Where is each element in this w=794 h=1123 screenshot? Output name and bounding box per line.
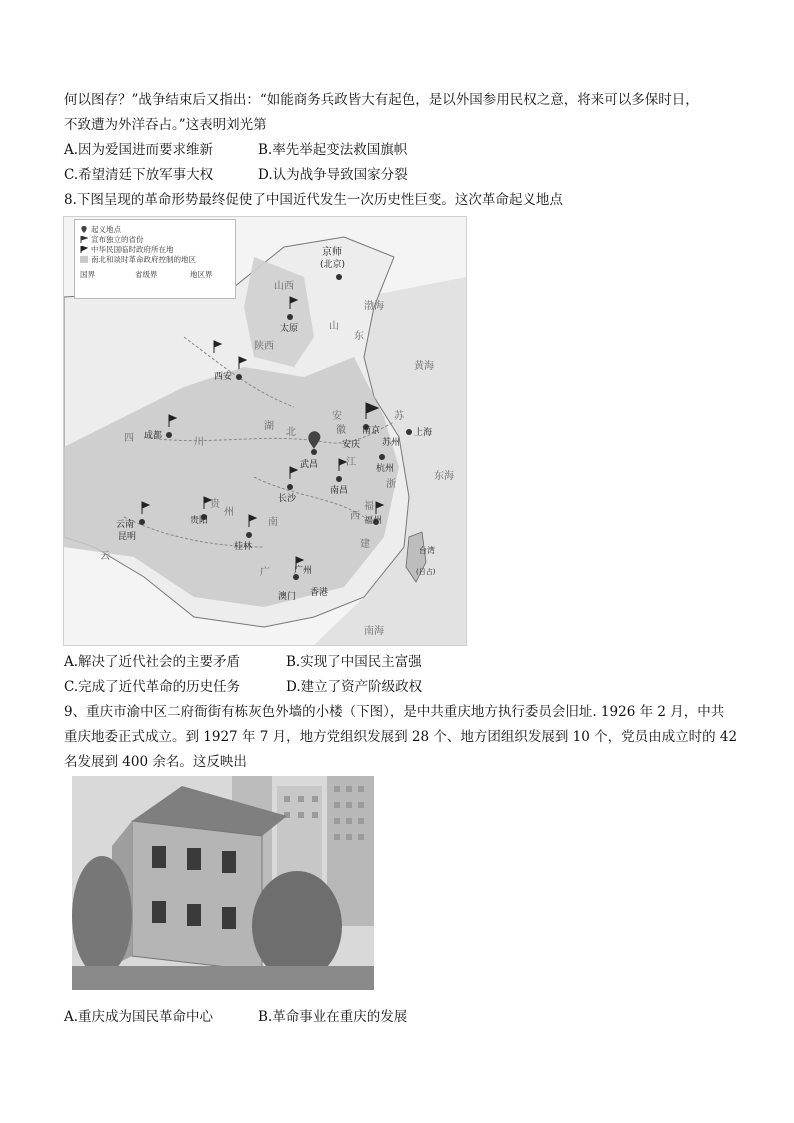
city-marker-shanghai [406, 429, 412, 435]
region-jian: 建 [360, 539, 370, 550]
flag-legend-icon [80, 236, 88, 243]
region-yun: 云 [100, 551, 110, 562]
legend-item-province-border: 省级界 [135, 270, 158, 279]
uprising-point-legend-icon [80, 226, 88, 233]
region-hu: 湖 [264, 421, 274, 432]
region-huanghai: 黄海 [414, 361, 434, 372]
label-xianggang: 香港 [310, 588, 329, 598]
region-fu: 福 [364, 501, 374, 512]
ground [72, 966, 374, 990]
label-guilin: 桂林 [234, 542, 253, 552]
tree-right [252, 871, 342, 981]
controlled-area-legend-swatch [80, 256, 88, 263]
label-chengdu: 成都 [144, 431, 163, 441]
label-guiyang: 贵阳 [190, 516, 209, 526]
region-nan: 南 [268, 517, 278, 528]
region-bei: 北 [286, 427, 296, 438]
label-jingshi: 京师 [322, 247, 342, 258]
q8-option-d[interactable]: D.建立了资产阶级政权 [286, 679, 423, 695]
q7-option-b[interactable]: B.率先举起变法救国旗帜 [258, 142, 408, 158]
label-xian: 西安 [214, 372, 233, 382]
legend-item-provisional-government: 中华民国临时政府所在地 [91, 245, 174, 254]
label-yunnan: 云南 [116, 520, 135, 530]
region-nanhai: 南海 [364, 626, 384, 637]
building-photo-drawing [72, 776, 374, 990]
q8-option-a[interactable]: A.解决了近代社会的主要矛盾 [64, 654, 241, 670]
region-zhou: 州 [224, 507, 234, 518]
region-shanxi: 山西 [274, 281, 294, 292]
label-kunming: 昆明 [118, 532, 137, 542]
label-anqing: 安庆 [342, 440, 361, 450]
region-shan: 山 [329, 321, 339, 332]
label-guangzhou: 广州 [294, 566, 313, 576]
region-an: 安 [332, 411, 342, 422]
label-nanchang: 南昌 [330, 486, 349, 496]
q8-stem: 8.下图呈现的革命形势最终促使了中国近代发生一次历史性巨变。这次革命起义地点 [64, 192, 563, 208]
region-zhe: 浙 [386, 479, 396, 490]
region-guang: 广 [260, 567, 270, 578]
legend-item-controlled-area: 南北和谈时革命政府控制的地区 [91, 255, 196, 264]
q7-option-d[interactable]: D.认为战争导致国家分裂 [258, 167, 408, 183]
q7-stem-line-1: 何以图存？”战争结束后又指出：“如能商务兵政皆大有起色，是以外国参用民权之意，将来可以多保时日， [64, 92, 699, 108]
q9-option-a[interactable]: A.重庆成为国民革命中心 [64, 1009, 214, 1025]
q9-option-b[interactable]: B.革命事业在重庆的发展 [258, 1009, 408, 1025]
label-suzhou: 苏州 [382, 438, 401, 448]
label-wuchang: 武昌 [300, 460, 319, 470]
city-marker-kunming [139, 519, 145, 525]
label-taiyuan: 太原 [280, 324, 299, 334]
q9-stem-line-1: 9、重庆市渝中区二府衙街有栋灰色外墙的小楼（下图），是中共重庆地方执行委员会旧址. 1926 年 2 月，中共 [64, 704, 725, 720]
region-shaanxi: 陕西 [254, 341, 274, 352]
region-donghai: 东海 [434, 471, 454, 482]
region-bohai: 渤海 [364, 301, 384, 312]
q9-stem-line-2: 重庆地委正式成立。到 1927 年 7 月，地方党组织发展到 28 个、地方团组织发展到 10 个，党员由成立时的 42 [64, 729, 738, 745]
q7-option-a[interactable]: A.因为爱国进而要求维新 [64, 142, 214, 158]
q7-option-c[interactable]: C.希望清廷下放军事大权 [64, 167, 214, 183]
revolution-map [63, 216, 467, 646]
building-side-wall [132, 821, 262, 971]
city-marker-changsha [287, 484, 293, 490]
region-gui: 贵 [210, 499, 220, 510]
label-changsha: 长沙 [278, 494, 297, 504]
label-shanghai: 上海 [414, 428, 433, 438]
city-marker-nanchang [336, 476, 342, 482]
legend-item-independent: 宣布独立的省份 [91, 235, 144, 244]
region-jiang: 江 [346, 457, 356, 468]
legend-item-region-border: 地区界 [190, 270, 213, 279]
tree-left [72, 856, 132, 976]
city-marker-xian [236, 374, 242, 380]
building-photo [72, 776, 374, 990]
label-nanjing: 南京 [362, 426, 381, 436]
label-taiwan: 台湾 [419, 546, 435, 555]
label-beijing: (北京) [320, 260, 346, 270]
label-riben: (日占) [416, 568, 436, 576]
region-su: 苏 [394, 411, 404, 422]
label-fuzhou: 福州 [364, 516, 383, 526]
region-hui: 徽 [336, 425, 346, 436]
legend-item-national-border: 国界 [80, 270, 95, 279]
q9-stem-line-3: 名发展到 400 余名。这反映出 [64, 754, 247, 770]
legend-item-uprising: 起义地点 [91, 225, 121, 234]
label-aomen: 澳门 [278, 592, 297, 602]
region-chuan: 川 [194, 437, 204, 448]
city-marker-chengdu [166, 432, 172, 438]
city-marker-taiyuan [287, 314, 293, 320]
label-hangzhou: 杭州 [376, 464, 395, 474]
city-marker-guilin [246, 532, 252, 538]
region-xi: 西 [350, 511, 360, 522]
region-si: 四 [124, 433, 134, 444]
city-marker-hangzhou [379, 454, 385, 460]
q8-option-c[interactable]: C.完成了近代革命的历史任务 [64, 679, 241, 695]
q8-option-b[interactable]: B.实现了中国民主富强 [286, 654, 422, 670]
map-legend [74, 219, 236, 299]
q7-stem-line-2: 不致遭为外洋吞占。”这表明刘光第 [64, 117, 267, 133]
city-marker-wuchang [311, 449, 317, 455]
government-flag-legend-icon [80, 246, 88, 253]
region-dong: 东 [354, 331, 364, 342]
city-marker-beijing [336, 274, 342, 280]
